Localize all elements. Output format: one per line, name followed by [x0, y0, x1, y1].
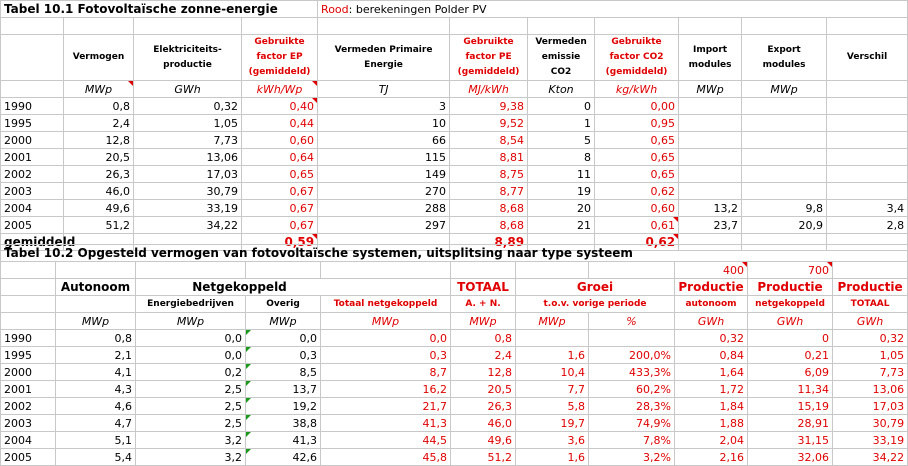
value-cell[interactable]: 3,4	[827, 200, 908, 217]
value-cell[interactable]: 46,0	[451, 415, 516, 432]
value-cell[interactable]: 0,44	[242, 115, 318, 132]
value-cell[interactable]: 0,60	[242, 132, 318, 149]
value-cell[interactable]: 0	[748, 330, 833, 347]
value-cell[interactable]: 3	[318, 98, 450, 115]
value-cell[interactable]: 8,68	[450, 217, 528, 234]
value-cell[interactable]: 20,5	[451, 381, 516, 398]
value-cell[interactable]	[827, 98, 908, 115]
year-cell[interactable]: 2003	[1, 183, 64, 200]
group-header-row	[1, 279, 908, 296]
table-row	[1, 217, 908, 234]
title-row	[1, 245, 908, 262]
value-cell[interactable]: 0,65	[595, 132, 679, 149]
value-cell[interactable]: 7,73	[833, 364, 908, 381]
value-cell[interactable]: 2,16	[675, 449, 748, 466]
value-cell[interactable]: 41,3	[246, 432, 321, 449]
value-cell[interactable]: 5	[528, 132, 595, 149]
factor-autonoom[interactable]: 400	[675, 262, 748, 279]
year-cell[interactable]: 2004	[1, 200, 64, 217]
sub-header-row	[1, 296, 908, 313]
value-cell[interactable]: 13,2	[679, 200, 742, 217]
header-totaal-net[interactable]: Totaal netgekoppeld	[321, 296, 451, 313]
header-prod-autonoom[interactable]: autonoom	[675, 296, 748, 313]
unit-cell[interactable]: GWh	[675, 313, 748, 330]
value-cell[interactable]: 8,75	[450, 166, 528, 183]
table-row	[1, 432, 908, 449]
value-cell[interactable]: 1	[528, 115, 595, 132]
value-cell[interactable]: 49,6	[64, 200, 134, 217]
value-cell[interactable]: 9,8	[742, 200, 827, 217]
table-10-1-body	[1, 98, 908, 234]
year-cell[interactable]: 2000	[1, 364, 56, 381]
header-energiebedrijven[interactable]: Energiebedrijven	[136, 296, 246, 313]
unit-cell[interactable]: MWp	[64, 81, 134, 98]
unit-row	[1, 81, 908, 98]
value-cell[interactable]: 51,2	[64, 217, 134, 234]
value-cell[interactable]: 270	[318, 183, 450, 200]
header-import[interactable]: Import modules	[679, 35, 742, 81]
value-cell[interactable]: 0,8	[64, 98, 134, 115]
table-row	[1, 330, 908, 347]
value-cell[interactable]: 3,2%	[589, 449, 675, 466]
value-cell[interactable]: 3,2	[136, 449, 246, 466]
value-cell[interactable]	[827, 115, 908, 132]
value-cell[interactable]	[516, 330, 589, 347]
value-cell[interactable]: 0,65	[242, 166, 318, 183]
header-autonoom[interactable]: Autonoom	[56, 279, 136, 296]
unit-cell[interactable]: MJ/kWh	[450, 81, 528, 98]
value-cell[interactable]: 0,95	[595, 115, 679, 132]
value-cell[interactable]: 42,6	[246, 449, 321, 466]
header-elektriciteit[interactable]: Elektriciteits- productie	[134, 35, 242, 81]
table-row	[1, 115, 908, 132]
value-cell[interactable]: 2,8	[827, 217, 908, 234]
value-cell[interactable]: 0,61	[595, 217, 679, 234]
value-cell[interactable]: 23,7	[679, 217, 742, 234]
value-cell[interactable]	[679, 183, 742, 200]
value-cell[interactable]	[827, 132, 908, 149]
value-cell[interactable]: 46,0	[64, 183, 134, 200]
value-cell[interactable]: 10	[318, 115, 450, 132]
value-cell[interactable]: 8,54	[450, 132, 528, 149]
table-10-2-body	[1, 330, 908, 466]
unit-cell[interactable]: MWp	[56, 313, 136, 330]
value-cell[interactable]: 0,65	[595, 149, 679, 166]
value-cell[interactable]: 13,7	[246, 381, 321, 398]
value-cell[interactable]: 7,7	[516, 381, 589, 398]
year-cell[interactable]: 2000	[1, 132, 64, 149]
value-cell[interactable]: 2,5	[136, 398, 246, 415]
value-cell[interactable]: 44,5	[321, 432, 451, 449]
value-cell[interactable]: 13,06	[134, 149, 242, 166]
value-cell[interactable]: 12,8	[64, 132, 134, 149]
unit-cell[interactable]: MWp	[679, 81, 742, 98]
value-cell[interactable]: 17,03	[833, 398, 908, 415]
average-co2[interactable]: 0,62	[595, 234, 679, 251]
value-cell[interactable]: 15,19	[748, 398, 833, 415]
header-export[interactable]: Export modules	[742, 35, 827, 81]
value-cell[interactable]: 7,8%	[589, 432, 675, 449]
year-cell[interactable]: 1990	[1, 330, 56, 347]
value-cell[interactable]: 2,4	[451, 347, 516, 364]
value-cell[interactable]: 200,0%	[589, 347, 675, 364]
average-pe[interactable]: 8,89	[450, 234, 528, 251]
year-cell[interactable]: 2003	[1, 415, 56, 432]
value-cell[interactable]: 1,84	[675, 398, 748, 415]
value-cell[interactable]: 60,2%	[589, 381, 675, 398]
value-cell[interactable]: 0,40	[242, 98, 318, 115]
unit-cell[interactable]: kWh/Wp	[242, 81, 318, 98]
value-cell[interactable]: 4,1	[56, 364, 136, 381]
value-cell[interactable]: 2,5	[136, 381, 246, 398]
year-cell[interactable]: 2005	[1, 449, 56, 466]
header-overig[interactable]: Overig	[246, 296, 321, 313]
year-cell[interactable]: 2001	[1, 149, 64, 166]
header-factor-ep[interactable]: Gebruikte factor EP (gemiddeld)	[242, 35, 318, 81]
value-cell[interactable]: 16,2	[321, 381, 451, 398]
value-cell[interactable]: 0,62	[595, 183, 679, 200]
value-cell[interactable]	[742, 115, 827, 132]
table-row	[1, 381, 908, 398]
value-cell[interactable]: 7,73	[134, 132, 242, 149]
value-cell[interactable]: 0,64	[242, 149, 318, 166]
value-cell[interactable]: 1,64	[675, 364, 748, 381]
value-cell[interactable]: 4,7	[56, 415, 136, 432]
table-10-2	[0, 244, 908, 466]
value-cell[interactable]: 5,4	[56, 449, 136, 466]
value-cell[interactable]: 1,05	[833, 347, 908, 364]
value-cell[interactable]	[827, 149, 908, 166]
unit-cell[interactable]: Kton	[528, 81, 595, 98]
title-row	[1, 1, 908, 18]
year-cell[interactable]: 2004	[1, 432, 56, 449]
value-cell[interactable]: 288	[318, 200, 450, 217]
year-cell[interactable]: 2002	[1, 166, 64, 183]
value-cell[interactable]: 19,7	[516, 415, 589, 432]
value-cell[interactable]: 8,68	[450, 200, 528, 217]
unit-cell[interactable]	[827, 81, 908, 98]
header-factor-pe[interactable]: Gebruikte factor PE (gemiddeld)	[450, 35, 528, 81]
value-cell[interactable]: 2,5	[136, 415, 246, 432]
header-groei-sub[interactable]: t.o.v. vorige periode	[516, 296, 675, 313]
value-cell[interactable]: 3,2	[136, 432, 246, 449]
table-row	[1, 132, 908, 149]
value-cell[interactable]: 8,7	[321, 364, 451, 381]
value-cell[interactable]: 115	[318, 149, 450, 166]
value-cell[interactable]: 9,38	[450, 98, 528, 115]
header-verschil[interactable]: Verschil	[827, 35, 908, 81]
table-row	[1, 449, 908, 466]
value-cell[interactable]: 4,6	[56, 398, 136, 415]
value-cell[interactable]: 13,06	[833, 381, 908, 398]
header-row	[1, 35, 908, 81]
value-cell[interactable]: 0,3	[321, 347, 451, 364]
value-cell[interactable]: 0,21	[748, 347, 833, 364]
value-cell[interactable]: 0,67	[242, 217, 318, 234]
value-cell[interactable]: 0,8	[56, 330, 136, 347]
value-cell[interactable]: 1,6	[516, 449, 589, 466]
year-cell[interactable]: 2002	[1, 398, 56, 415]
value-cell[interactable]: 17,03	[134, 166, 242, 183]
value-cell[interactable]: 66	[318, 132, 450, 149]
header-emissie-co2[interactable]: Vermeden emissie CO2	[528, 35, 595, 81]
header-a-plus-n[interactable]: A. + N.	[451, 296, 516, 313]
average-ep[interactable]: 0,59	[242, 234, 318, 251]
value-cell[interactable]	[679, 149, 742, 166]
value-cell[interactable]	[742, 166, 827, 183]
value-cell[interactable]: 0,67	[242, 183, 318, 200]
value-cell[interactable]: 0,32	[833, 330, 908, 347]
value-cell[interactable]: 0	[528, 98, 595, 115]
value-cell[interactable]: 0,0	[136, 347, 246, 364]
header-productie-autonoom[interactable]: Productie	[675, 279, 748, 296]
value-cell[interactable]: 33,19	[134, 200, 242, 217]
table-row	[1, 98, 908, 115]
value-cell[interactable]: 0,8	[451, 330, 516, 347]
header-productie-totaal[interactable]: Productie	[833, 279, 908, 296]
note-text: : berekeningen Polder PV	[348, 2, 487, 16]
value-cell[interactable]: 49,6	[451, 432, 516, 449]
value-cell[interactable]: 45,8	[321, 449, 451, 466]
value-cell[interactable]: 0,0	[321, 330, 451, 347]
value-cell[interactable]: 2,04	[675, 432, 748, 449]
table-row	[1, 415, 908, 432]
unit-cell[interactable]: kg/kWh	[595, 81, 679, 98]
value-cell[interactable]	[742, 132, 827, 149]
factor-row	[1, 262, 908, 279]
header-totaal[interactable]: TOTAAL	[451, 279, 516, 296]
year-cell[interactable]: 2005	[1, 217, 64, 234]
value-cell[interactable]: 9,52	[450, 115, 528, 132]
header-groei[interactable]: Groei	[516, 279, 675, 296]
value-cell[interactable]: 20	[528, 200, 595, 217]
value-cell[interactable]: 19	[528, 183, 595, 200]
table-title[interactable]: Tabel 10.2 Opgesteld vermogen van fotovoltaïsche systemen, uitsplitsing naar type systeem	[1, 245, 908, 262]
value-cell[interactable]: 8,5	[246, 364, 321, 381]
value-cell[interactable]	[679, 98, 742, 115]
value-cell[interactable]: 1,72	[675, 381, 748, 398]
unit-cell[interactable]: MWp	[516, 313, 589, 330]
value-cell[interactable]: 5,8	[516, 398, 589, 415]
table-title[interactable]: Tabel 10.1 Fotovoltaïsche zonne-energie	[1, 1, 318, 18]
value-cell[interactable]: 30,79	[833, 415, 908, 432]
value-cell[interactable]: 4,3	[56, 381, 136, 398]
value-cell[interactable]: 10,4	[516, 364, 589, 381]
value-cell[interactable]: 34,22	[134, 217, 242, 234]
value-cell[interactable]: 20,9	[742, 217, 827, 234]
unit-cell[interactable]: MWp	[742, 81, 827, 98]
note-cell[interactable]	[318, 1, 908, 18]
value-cell[interactable]: 32,06	[748, 449, 833, 466]
value-cell[interactable]	[679, 115, 742, 132]
year-cell[interactable]: 1990	[1, 98, 64, 115]
value-cell[interactable]: 0,60	[595, 200, 679, 217]
value-cell[interactable]: 11	[528, 166, 595, 183]
value-cell[interactable]	[679, 166, 742, 183]
value-cell[interactable]: 0,65	[595, 166, 679, 183]
year-cell[interactable]: 2001	[1, 381, 56, 398]
value-cell[interactable]: 8	[528, 149, 595, 166]
table-row	[1, 347, 908, 364]
value-cell[interactable]: 26,3	[451, 398, 516, 415]
value-cell[interactable]: 2,1	[56, 347, 136, 364]
unit-cell[interactable]: MWp	[451, 313, 516, 330]
header-primaire-energie[interactable]: Vermeden Primaire Energie	[318, 35, 450, 81]
value-cell[interactable]: 0,00	[595, 98, 679, 115]
value-cell[interactable]: 2,4	[64, 115, 134, 132]
table-row	[1, 398, 908, 415]
value-cell[interactable]	[827, 166, 908, 183]
value-cell[interactable]	[589, 330, 675, 347]
value-cell[interactable]: 1,6	[516, 347, 589, 364]
unit-cell[interactable]: %	[589, 313, 675, 330]
year-cell[interactable]: 1995	[1, 115, 64, 132]
table-row	[1, 166, 908, 183]
value-cell[interactable]: 12,8	[451, 364, 516, 381]
value-cell[interactable]: 21	[528, 217, 595, 234]
table-row	[1, 183, 908, 200]
value-cell[interactable]: 51,2	[451, 449, 516, 466]
unit-cell[interactable]: MWp	[136, 313, 246, 330]
year-cell[interactable]: 1995	[1, 347, 56, 364]
value-cell[interactable]: 33,19	[833, 432, 908, 449]
value-cell[interactable]: 8,77	[450, 183, 528, 200]
value-cell[interactable]: 21,7	[321, 398, 451, 415]
value-cell[interactable]: 0,67	[242, 200, 318, 217]
header-prod-net[interactable]: netgekoppeld	[748, 296, 833, 313]
value-cell[interactable]: 1,88	[675, 415, 748, 432]
unit-cell[interactable]: MWp	[321, 313, 451, 330]
unit-cell[interactable]: TJ	[318, 81, 450, 98]
value-cell[interactable]: 149	[318, 166, 450, 183]
table-row	[1, 149, 908, 166]
value-cell[interactable]: 0,0	[136, 330, 246, 347]
blank-row	[1, 18, 908, 35]
header-netgekoppeld[interactable]: Netgekoppeld	[136, 279, 451, 296]
value-cell[interactable]: 28,91	[748, 415, 833, 432]
value-cell[interactable]: 0,84	[675, 347, 748, 364]
value-cell[interactable]: 30,79	[134, 183, 242, 200]
value-cell[interactable]: 0,2	[136, 364, 246, 381]
factor-netgekoppeld[interactable]: 700	[748, 262, 833, 279]
unit-cell[interactable]: GWh	[833, 313, 908, 330]
value-cell[interactable]: 297	[318, 217, 450, 234]
value-cell[interactable]: 31,15	[748, 432, 833, 449]
value-cell[interactable]	[679, 132, 742, 149]
value-cell[interactable]: 0,32	[675, 330, 748, 347]
header-prod-totaal[interactable]: TOTAAL	[833, 296, 908, 313]
value-cell[interactable]: 3,6	[516, 432, 589, 449]
value-cell[interactable]: 0,32	[134, 98, 242, 115]
value-cell[interactable]: 38,8	[246, 415, 321, 432]
table-row	[1, 364, 908, 381]
value-cell[interactable]: 0,0	[246, 330, 321, 347]
value-cell[interactable]: 1,05	[134, 115, 242, 132]
value-cell[interactable]: 5,1	[56, 432, 136, 449]
unit-cell[interactable]: MWp	[246, 313, 321, 330]
value-cell[interactable]	[742, 98, 827, 115]
header-productie-net[interactable]: Productie	[748, 279, 833, 296]
note-red: Rood	[321, 2, 349, 16]
value-cell[interactable]	[827, 183, 908, 200]
unit-cell[interactable]: GWh	[134, 81, 242, 98]
header-factor-co2[interactable]: Gebruikte factor CO2 (gemiddeld)	[595, 35, 679, 81]
value-cell[interactable]: 433,3%	[589, 364, 675, 381]
value-cell[interactable]: 6,09	[748, 364, 833, 381]
value-cell[interactable]: 0,3	[246, 347, 321, 364]
value-cell[interactable]: 41,3	[321, 415, 451, 432]
value-cell[interactable]: 19,2	[246, 398, 321, 415]
value-cell[interactable]: 11,34	[748, 381, 833, 398]
value-cell[interactable]: 26,3	[64, 166, 134, 183]
average-label[interactable]: gemiddeld	[1, 234, 64, 251]
value-cell[interactable]: 20,5	[64, 149, 134, 166]
unit-row	[1, 313, 908, 330]
header-vermogen[interactable]: Vermogen	[64, 35, 134, 81]
table-row	[1, 200, 908, 217]
value-cell[interactable]: 74,9%	[589, 415, 675, 432]
unit-cell[interactable]: GWh	[748, 313, 833, 330]
value-cell[interactable]: 34,22	[833, 449, 908, 466]
value-cell[interactable]: 28,3%	[589, 398, 675, 415]
value-cell[interactable]	[742, 149, 827, 166]
value-cell[interactable]	[742, 183, 827, 200]
value-cell[interactable]: 8,81	[450, 149, 528, 166]
